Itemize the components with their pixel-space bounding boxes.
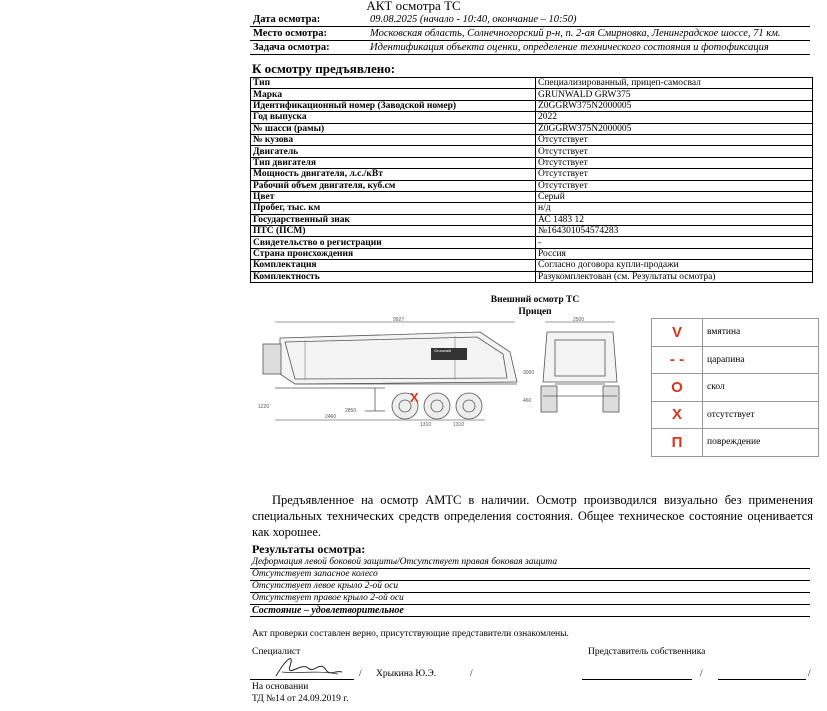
header-row-place bbox=[250, 27, 810, 41]
result-text: Отсутствует правое крыло 2-ой оси bbox=[252, 593, 404, 603]
spec-key: № шасси (рамы) bbox=[251, 123, 536, 134]
inspection-paragraph: Предъявленное на осмотр АМТС в наличии. Осмотр производился визуально без применения специальных технических средств определения состояния. Общее техническое состояние оценивается как хорошее. bbox=[252, 493, 813, 539]
trailer-drawing bbox=[255, 316, 635, 426]
spec-value: Серый bbox=[536, 191, 813, 202]
spec-table bbox=[250, 77, 813, 283]
dim-total: 9927 bbox=[393, 317, 405, 323]
rear-view bbox=[541, 317, 619, 412]
spec-key: Идентификационный номер (Заводской номер) bbox=[251, 100, 536, 111]
spec-key: Тип bbox=[251, 78, 536, 89]
results-title: Результаты осмотра: bbox=[252, 542, 366, 556]
spec-row bbox=[251, 260, 813, 271]
dim-f: 460 bbox=[523, 398, 532, 404]
spec-value: Z0GGRW375N2000005 bbox=[536, 123, 813, 134]
spec-row bbox=[251, 112, 813, 123]
missing-mark: X bbox=[410, 390, 419, 405]
owner-label: Представитель собственника bbox=[588, 647, 706, 657]
owner-name-line bbox=[718, 679, 806, 680]
spec-key: Рабочий объем двигателя, куб.см bbox=[251, 180, 536, 191]
dim-d: 1310 bbox=[453, 422, 465, 426]
dim-c: 1310 bbox=[420, 422, 432, 426]
spec-value: Z0GGRW375N2000005 bbox=[536, 100, 813, 111]
result-row bbox=[250, 581, 810, 593]
header-label: Задача осмотра: bbox=[253, 42, 330, 53]
result-text: Состояние – удовлетворительное bbox=[252, 605, 404, 616]
header-value: Московская область, Солнечногорский р-н, п. 2-ая Смирновка, Ленинградское шоссе, 71 км. bbox=[370, 28, 781, 39]
spec-value: АС 1483 12 bbox=[536, 214, 813, 225]
legend-text: царапина bbox=[703, 346, 819, 374]
owner-signature-line bbox=[582, 679, 692, 680]
result-text: Отсутствует запасное колесо bbox=[252, 569, 378, 579]
legend-text: вмятина bbox=[703, 319, 819, 347]
spec-value: - bbox=[536, 237, 813, 248]
spec-value: 2022 bbox=[536, 112, 813, 123]
legend-row bbox=[652, 319, 819, 347]
spec-row bbox=[251, 180, 813, 191]
spec-value: GRUNWALD GRW375 bbox=[536, 89, 813, 100]
spec-row bbox=[251, 248, 813, 259]
spec-key: Марка bbox=[251, 89, 536, 100]
spec-row bbox=[251, 237, 813, 248]
spec-key: Двигатель bbox=[251, 146, 536, 157]
spec-value: Отсутствует bbox=[536, 134, 813, 145]
spec-key: Тип двигателя bbox=[251, 157, 536, 168]
slash-2: / bbox=[470, 669, 473, 679]
legend-text: скол bbox=[703, 374, 819, 402]
brand-text: Grunwald bbox=[434, 348, 452, 353]
dim-height: 3000 bbox=[523, 370, 535, 376]
legend-symbol: - - bbox=[652, 346, 703, 374]
legend-symbol: V bbox=[652, 319, 703, 347]
spec-key: Комплектность bbox=[251, 271, 536, 282]
result-text: Деформация левой боковой защиты/Отсутствует правая боковая защита bbox=[252, 557, 558, 567]
spec-row bbox=[251, 100, 813, 111]
legend-symbol: П bbox=[652, 429, 703, 457]
spec-key: Свидетельство о регистрации bbox=[251, 237, 536, 248]
spec-row bbox=[251, 157, 813, 168]
legend-symbol: X bbox=[652, 401, 703, 429]
side-view bbox=[258, 317, 534, 426]
spec-row bbox=[251, 203, 813, 214]
statement-text: Акт проверки составлен верно, присутствующие представители ознакомлены. bbox=[252, 629, 569, 639]
specialist-signature bbox=[268, 652, 348, 682]
spec-key: Год выпуска bbox=[251, 112, 536, 123]
result-row bbox=[250, 593, 810, 605]
basis-doc: ТД №14 от 24.09.2019 г. bbox=[252, 694, 349, 704]
spec-key: № кузова bbox=[251, 134, 536, 145]
spec-value: Специализированный, прицеп-самосвал bbox=[536, 78, 813, 89]
dim-width: 2500 bbox=[573, 317, 585, 323]
spec-row bbox=[251, 123, 813, 134]
spec-value: Отсутствует bbox=[536, 180, 813, 191]
legend-row bbox=[652, 346, 819, 374]
spec-key: Комплектация bbox=[251, 260, 536, 271]
spec-value: Согласно договора купли-продажи bbox=[536, 260, 813, 271]
result-row bbox=[250, 557, 810, 569]
spec-key: Цвет bbox=[251, 191, 536, 202]
legend-row bbox=[652, 429, 819, 457]
slash-3: / bbox=[700, 669, 703, 679]
inspection-subtitle: Прицеп bbox=[518, 307, 552, 317]
slash-4: / bbox=[808, 669, 811, 679]
header-label: Дата осмотра: bbox=[253, 14, 321, 25]
slash-1: / bbox=[359, 669, 362, 679]
spec-key: ПТС (ПСМ) bbox=[251, 226, 536, 237]
spec-row bbox=[251, 191, 813, 202]
dim-h2: 1220 bbox=[258, 404, 270, 410]
legend-text: повреждение bbox=[703, 429, 819, 457]
spec-row bbox=[251, 146, 813, 157]
spec-key: Государственный знак bbox=[251, 214, 536, 225]
spec-row bbox=[251, 89, 813, 100]
spec-value: Разукомплектован (см. Результаты осмотра) bbox=[536, 271, 813, 282]
spec-row bbox=[251, 169, 813, 180]
spec-row bbox=[251, 78, 813, 89]
legend-row bbox=[652, 374, 819, 402]
legend-text: отсутствует bbox=[703, 401, 819, 429]
document-title: АКТ осмотра ТС bbox=[366, 0, 461, 13]
legend-symbol: O bbox=[652, 374, 703, 402]
spec-row bbox=[251, 214, 813, 225]
spec-row bbox=[251, 271, 813, 282]
legend-table bbox=[651, 318, 819, 457]
result-text: Отсутствует левое крыло 2-ой оси bbox=[252, 581, 399, 591]
inspection-title: Внешний осмотр ТС bbox=[490, 295, 580, 305]
result-row bbox=[250, 605, 810, 617]
dim-b: 2460 bbox=[325, 414, 337, 420]
spec-value: №164301054574283 bbox=[536, 226, 813, 237]
legend-row bbox=[652, 401, 819, 429]
header-label: Место осмотра: bbox=[253, 28, 328, 39]
spec-row bbox=[251, 226, 813, 237]
spec-key: Мощность двигателя, л.с./кВт bbox=[251, 169, 536, 180]
dim-e: 2850 bbox=[345, 408, 357, 414]
result-row bbox=[250, 569, 810, 581]
header-value: 09.08.2025 (начало - 10:40, окончание – 10:50) bbox=[370, 14, 577, 25]
header-row-date bbox=[250, 13, 810, 27]
spec-value: Россия bbox=[536, 248, 813, 259]
presented-title: К осмотру предъявлено: bbox=[252, 61, 396, 76]
header-value: Идентификация объекта оценки, определение технического состояния и фотофиксация bbox=[370, 42, 769, 53]
specialist-label: Специалист bbox=[252, 647, 301, 657]
basis-label: На основании bbox=[252, 682, 309, 692]
spec-value: Отсутствует bbox=[536, 169, 813, 180]
spec-key: Страна происхождения bbox=[251, 248, 536, 259]
header-row-task bbox=[250, 41, 810, 55]
specialist-signature-line bbox=[250, 679, 354, 680]
specialist-name: Хрыкина Ю.Э. bbox=[376, 669, 437, 679]
spec-row bbox=[251, 134, 813, 145]
spec-value: н/д bbox=[536, 203, 813, 214]
spec-value: Отсутствует bbox=[536, 146, 813, 157]
spec-key: Пробег, тыс. км bbox=[251, 203, 536, 214]
spec-value: Отсутствует bbox=[536, 157, 813, 168]
